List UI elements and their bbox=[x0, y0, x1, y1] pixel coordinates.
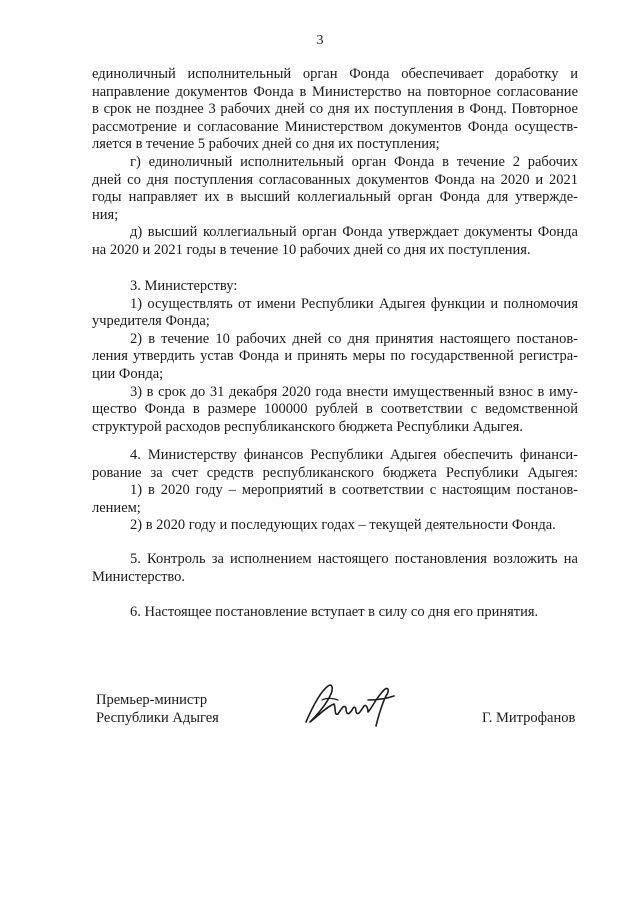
signatory-title bbox=[96, 691, 219, 727]
text-line: направление документов Фонда в Министерство на повторное согласование bbox=[92, 83, 578, 100]
section-heading: 3. Министерству: bbox=[130, 278, 238, 294]
text-line: г) единоличный исполнительный орган Фонда в течение 2 рабочих bbox=[130, 154, 578, 170]
text-line: ния; bbox=[92, 206, 119, 223]
text-line: учредителя Фонда; bbox=[92, 313, 210, 330]
text-line: лением; bbox=[92, 499, 141, 516]
text-line: 1) осуществлять от имени Республики Адыгея функции и полномочия bbox=[130, 295, 578, 312]
section-3 bbox=[92, 278, 578, 436]
section-4 bbox=[92, 447, 578, 535]
text-line: структурой расходов республиканского бюджета Республики Адыгея. bbox=[92, 418, 523, 435]
text-line: 1) в 2020 году – мероприятий в соответствии с настоящим постанов- bbox=[130, 482, 578, 499]
signatory-name: Г. Митрофанов bbox=[482, 710, 576, 726]
text-line: в срок не позднее 3 рабочих дней со дня их поступления в Фонд. Повторное bbox=[92, 101, 578, 118]
text-line: годы направляет их в высший коллегиальный орган Фонда для утвержде- bbox=[92, 189, 578, 206]
paragraph-item-g bbox=[92, 154, 578, 224]
section-6 bbox=[92, 604, 578, 622]
handwritten-signature bbox=[298, 678, 398, 730]
paragraph-continuation bbox=[92, 66, 578, 154]
page-number: 3 bbox=[316, 33, 324, 48]
text-line: щество Фонда в размере 100000 рублей в соответствии с ведомственной bbox=[92, 401, 578, 418]
text-line: ции Фонда; bbox=[92, 365, 164, 382]
text-line: на 2020 и 2021 годы в течение 10 рабочих дней со дня их поступления. bbox=[92, 241, 531, 258]
signatory-title-line2: Республики Адыгея bbox=[96, 710, 219, 726]
section-5 bbox=[92, 551, 578, 586]
text-line: 2) в течение 10 рабочих дней со дня принятия настоящего постанов- bbox=[130, 330, 578, 347]
signatory-title-line1: Премьер-министр bbox=[96, 692, 208, 708]
text-line: дней со дня поступления согласованных документов Фонда на 2020 и 2021 bbox=[92, 171, 578, 188]
text-line: 3) в срок до 31 декабря 2020 года внести имущественный взнос в иму- bbox=[130, 383, 578, 400]
text-line: рование за счет средств республиканского бюджета Республики Адыгея: bbox=[92, 464, 578, 481]
text-line: Министерство. bbox=[92, 568, 186, 585]
text-line: ляется в течение 5 рабочих дней со дня их поступления; bbox=[92, 136, 440, 153]
text-line: рассмотрение и согласование Министерством документов Фонда осуществ- bbox=[92, 118, 578, 135]
text-line: 5. Контроль за исполнением настоящего постановления возложить на bbox=[130, 551, 578, 567]
text-line: ления утвердить устав Фонда и принять меры по государственной регистра- bbox=[92, 348, 578, 365]
text-line: 2) в 2020 году и последующих годах – текущей деятельности Фонда. bbox=[130, 517, 556, 534]
text-line: 4. Министерству финансов Республики Адыгея обеспечить финанси- bbox=[130, 447, 578, 463]
paragraph-item-d bbox=[92, 224, 578, 259]
text-line: единоличный исполнительный орган Фонда обеспечивает доработку и bbox=[92, 66, 578, 82]
text-line: д) высший коллегиальный орган Фонда утверждает документы Фонда bbox=[130, 224, 578, 240]
text-line: 6. Настоящее постановление вступает в силу со дня его принятия. bbox=[130, 604, 539, 620]
